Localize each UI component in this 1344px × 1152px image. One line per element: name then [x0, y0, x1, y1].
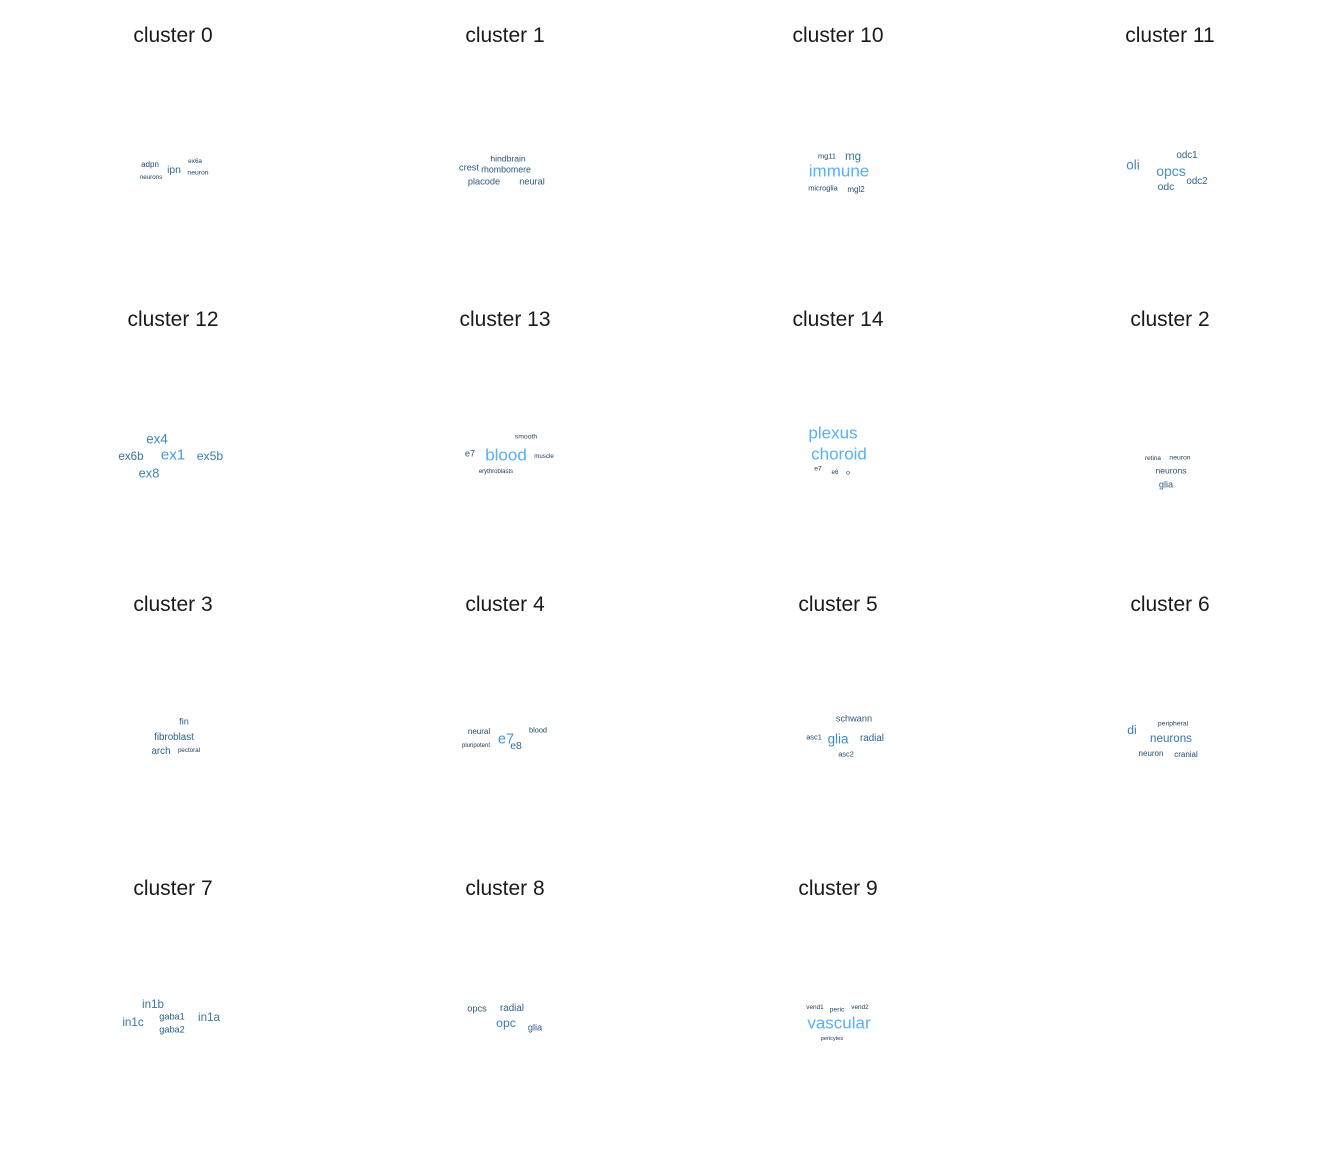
word-opc: opc	[496, 1015, 516, 1030]
word-pericytes: pericytes	[820, 1036, 844, 1043]
word-retina: retina	[1145, 454, 1161, 462]
panel-title: cluster 7	[133, 877, 213, 900]
word-schwann: schwann	[835, 713, 873, 724]
word-muscle: muscle	[534, 452, 554, 460]
word-di: di	[1127, 722, 1137, 737]
panel-cluster-4	[337, 569, 673, 853]
panel-cluster-1	[337, 0, 673, 284]
word-ex6a: ex6a	[188, 157, 202, 165]
word-vascular: vascular	[807, 1013, 871, 1033]
panel-cluster-13	[337, 284, 673, 568]
word-adpn: adpn	[141, 160, 159, 169]
word-neuron: neuron	[1169, 454, 1191, 462]
word-radial: radial	[860, 733, 884, 745]
word-oli: oli	[1126, 157, 1140, 173]
word-odc: odc	[1157, 181, 1175, 193]
panel-cluster-0	[5, 0, 341, 284]
word-opcs: opcs	[1156, 163, 1186, 179]
panel-title: cluster 13	[459, 308, 551, 331]
word-rhombomere: rhombomere	[481, 164, 531, 175]
word-gaba2: gaba2	[159, 1024, 185, 1035]
panel-cluster-14	[670, 284, 1006, 568]
panel-cluster-11	[1002, 0, 1338, 284]
word-neurons: neurons	[1150, 732, 1192, 746]
word-ex6b: ex6b	[118, 450, 144, 464]
word-crest: crest	[459, 162, 479, 173]
word-glia: glia	[827, 731, 849, 747]
word-choroid: choroid	[811, 444, 867, 464]
word-microglia: microglia	[808, 183, 838, 193]
panel-title: cluster 8	[465, 877, 545, 900]
word-hindbrain: hindbrain	[490, 153, 526, 164]
panel-cluster-9	[670, 853, 1006, 1137]
word-neuron: neuron	[187, 169, 209, 177]
word-pectoral: pectoral	[177, 746, 201, 754]
word-mgl2: mgl2	[847, 185, 865, 194]
word-neural: neural	[467, 727, 491, 736]
panel-title: cluster 11	[1125, 24, 1215, 47]
word-e7: e7	[464, 448, 476, 459]
word-glia: glia	[527, 1022, 543, 1033]
word-e7: e7	[814, 465, 822, 473]
panel-cluster-12	[5, 284, 341, 568]
word-pluripotent: pluripotent	[461, 743, 491, 749]
panel-title: cluster 9	[798, 877, 878, 900]
word-blood: blood	[485, 445, 527, 465]
word-radial: radial	[500, 1003, 524, 1015]
panel-cluster-7	[5, 853, 341, 1137]
word-neurons: neurons	[1155, 465, 1187, 476]
panel-cluster-3	[5, 569, 341, 853]
word-ipn: ipn	[167, 164, 181, 176]
word-ex8: ex8	[138, 465, 160, 481]
word-neurons: neurons	[139, 173, 163, 181]
word-glia: glia	[1158, 479, 1174, 490]
word-vend2: vend2	[851, 1003, 869, 1011]
word-odc2: odc2	[1186, 176, 1208, 188]
word-e8: e8	[510, 740, 522, 752]
word-peric: peric	[829, 1006, 845, 1014]
panel-cluster-5	[670, 569, 1006, 853]
word-mg: mg	[844, 150, 862, 164]
word-arch: arch	[151, 746, 171, 758]
word-in1c: in1c	[122, 1016, 144, 1030]
panel-title: cluster 4	[465, 593, 545, 616]
word-ex5b: ex5b	[196, 448, 224, 463]
word-immune: immune	[808, 161, 870, 181]
panel-cluster-8	[337, 853, 673, 1137]
word-peripheral: peripheral	[1157, 720, 1189, 728]
word-odc1: odc1	[1176, 150, 1198, 162]
panel-title: cluster 1	[465, 24, 545, 47]
word-opcs: opcs	[467, 1003, 487, 1014]
panel-title: cluster 12	[127, 308, 219, 331]
word-mg11: mg11	[818, 151, 836, 161]
word-fibroblast: fibroblast	[154, 732, 194, 744]
word-asc1: asc1	[806, 732, 822, 742]
word-ex4: ex4	[146, 431, 168, 447]
word-smooth: smooth	[514, 433, 538, 441]
word-blood: blood	[528, 725, 548, 735]
word-in1a: in1a	[198, 1011, 220, 1025]
word-o: o	[846, 469, 850, 477]
panel-cluster-2	[1002, 284, 1338, 568]
word-e7: e7	[497, 731, 515, 748]
word-plexus: plexus	[808, 423, 858, 443]
word-neuron: neuron	[1138, 749, 1164, 758]
word-e6: e6	[831, 468, 839, 476]
word-erythroblasts: erythroblasts	[478, 469, 514, 475]
word-fin: fin	[179, 716, 189, 727]
word-neural: neural	[519, 176, 545, 187]
word-vend1: vend1	[806, 1003, 824, 1011]
panel-title: cluster 2	[1130, 308, 1210, 331]
panel-title: cluster 10	[792, 24, 884, 47]
word-placode: placode	[467, 176, 501, 187]
panel-title: cluster 5	[798, 593, 878, 616]
word-gaba1: gaba1	[159, 1011, 185, 1022]
panel-title: cluster 0	[133, 24, 213, 47]
word-asc2: asc2	[838, 749, 854, 759]
panel-title: cluster 14	[792, 308, 884, 331]
word-in1b: in1b	[142, 998, 164, 1012]
panel-cluster-10	[670, 0, 1006, 284]
word-cranial: cranial	[1174, 750, 1198, 759]
panel-title: cluster 6	[1130, 593, 1210, 616]
panel-cluster-6	[1002, 569, 1338, 853]
panel-title: cluster 3	[133, 593, 213, 616]
word-ex1: ex1	[160, 446, 186, 464]
